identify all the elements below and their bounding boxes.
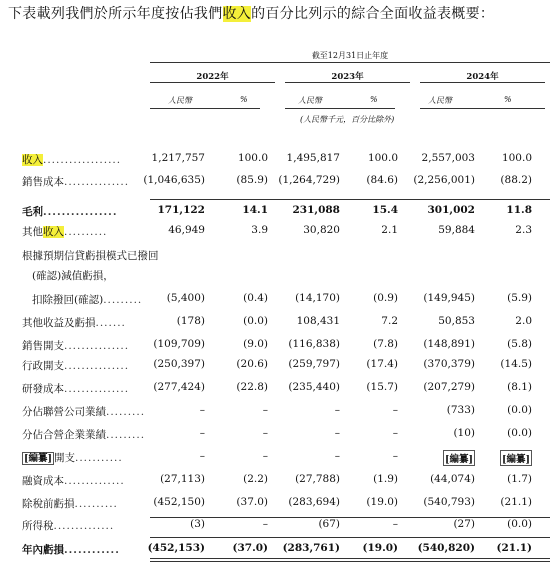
row-value: (19.0) — [362, 542, 398, 554]
row-value: (283,761) — [282, 542, 340, 554]
row-value: (452,153) — [147, 542, 205, 554]
leader-dots: ........... — [75, 452, 123, 464]
unit-rule-2 — [285, 108, 395, 109]
row-value: – — [262, 518, 268, 530]
row-value: (21.1) — [500, 496, 532, 508]
row-value: (5,400) — [166, 292, 205, 304]
row-label — [22, 358, 129, 373]
leader-dots: .................. — [43, 154, 122, 166]
row-value: 231,088 — [292, 204, 340, 216]
row-value: (15.7) — [366, 381, 398, 393]
leader-dots: ............... — [64, 383, 130, 395]
table-row — [0, 402, 550, 422]
leader-dots: .......... — [64, 226, 108, 238]
row-value: (283,694) — [288, 496, 340, 508]
table-row — [0, 356, 550, 376]
row-label-text: 收入 — [22, 154, 43, 166]
row-label — [22, 174, 129, 189]
row-value: (37.0) — [232, 542, 268, 554]
row-value: – — [199, 427, 205, 439]
row-value: – — [262, 404, 268, 416]
row-label — [22, 542, 120, 557]
total-double-rule-2 — [150, 561, 550, 562]
row-value: 59,884 — [438, 224, 475, 236]
row-value: 46,949 — [168, 224, 205, 236]
period-rule — [150, 62, 550, 63]
row-label — [22, 404, 145, 419]
row-value: – — [392, 518, 398, 530]
row-value: 2.3 — [515, 224, 532, 236]
row-label-text: 銷售開支 — [22, 340, 64, 352]
row-value: 100.0 — [501, 152, 532, 164]
table-row — [0, 222, 550, 242]
row-label-prefix: 其他 — [22, 226, 43, 238]
row-value: – — [262, 450, 268, 462]
row-value: (14,170) — [295, 292, 340, 304]
row-label-text: 融資成本 — [22, 475, 64, 487]
row-value: 2,557,003 — [421, 152, 475, 164]
row-value: (8.1) — [507, 381, 532, 393]
row-value: 171,122 — [157, 204, 205, 216]
table-row — [0, 202, 550, 222]
table-row — [0, 471, 550, 491]
intro-highlight-revenue: 收入 — [222, 6, 252, 22]
row-label — [22, 315, 126, 330]
row-label — [32, 268, 114, 283]
row-label-text: 除稅前虧損 — [22, 498, 75, 510]
leader-dots: ............... — [64, 360, 130, 372]
row-label-text: 分佔合營企業業績 — [22, 429, 106, 441]
leader-dots: ......... — [106, 429, 146, 441]
intro-text-after: 的百分比列示的綜合全面收益表概要： — [251, 6, 495, 22]
row-value: 2.1 — [381, 224, 398, 236]
row-value: 3.9 — [251, 224, 268, 236]
row-value: (1,264,729) — [278, 174, 340, 186]
row-value: 301,002 — [427, 204, 475, 216]
row-value: (540,793) — [423, 496, 475, 508]
row-value: (84.6) — [366, 174, 398, 186]
year-rule-2023 — [285, 82, 410, 83]
row-value: [編纂] — [500, 450, 532, 466]
row-value: (0.0) — [243, 315, 268, 327]
leader-dots: ............... — [64, 340, 130, 352]
year-2024: 2024年 — [466, 72, 499, 82]
row-value: (5.9) — [507, 292, 532, 304]
row-value: 7.2 — [381, 315, 398, 327]
period-header: 截至12月31日止年度 — [311, 51, 389, 60]
row-value: – — [334, 450, 340, 462]
unit-rule-1 — [150, 108, 260, 109]
row-value: [編纂] — [443, 450, 475, 466]
year-2022: 2022年 — [196, 72, 229, 82]
row-value: (7.8) — [373, 338, 398, 350]
row-label — [22, 381, 129, 396]
row-label — [22, 496, 118, 511]
row-value: 15.4 — [372, 204, 398, 216]
row-label — [22, 427, 145, 442]
row-label-text: 毛利 — [22, 206, 43, 218]
row-value: 50,853 — [438, 315, 475, 327]
table-row — [0, 494, 550, 514]
row-value: (109,709) — [153, 338, 205, 350]
leader-dots: .............. — [53, 520, 115, 532]
row-value: (1.7) — [507, 473, 532, 485]
row-value: (20.6) — [236, 358, 268, 370]
row-value: (370,379) — [423, 358, 475, 370]
row-value: – — [334, 427, 340, 439]
total-double-rule-1 — [150, 558, 550, 559]
table-row — [0, 266, 550, 286]
row-value: (235,440) — [288, 381, 340, 393]
row-label-text: (確認)減值虧損， — [32, 270, 114, 282]
row-value: (37.0) — [236, 496, 268, 508]
row-value: (2,256,001) — [413, 174, 475, 186]
row-label-text: 銷售成本 — [22, 176, 64, 188]
row-value: (149,945) — [423, 292, 475, 304]
year-rule-2024 — [420, 82, 545, 83]
row-value: (207,279) — [423, 381, 475, 393]
row-value: – — [334, 404, 340, 416]
row-label-text: 扣除撥回(確認) — [32, 294, 104, 306]
gross-profit-top-rule — [150, 199, 550, 200]
leader-dots: .......... — [74, 498, 118, 510]
row-value: (5.8) — [507, 338, 532, 350]
row-value: (733) — [446, 404, 475, 416]
row-value: (88.2) — [500, 174, 532, 186]
row-label — [22, 152, 121, 167]
row-value: 30,820 — [303, 224, 340, 236]
row-value: (85.9) — [236, 174, 268, 186]
table-row — [0, 448, 550, 468]
row-value: (9.0) — [243, 338, 268, 350]
row-label — [32, 292, 142, 307]
row-value: (14.5) — [500, 358, 532, 370]
row-label — [22, 204, 118, 219]
leader-dots: ......... — [103, 294, 143, 306]
row-value: (178) — [176, 315, 205, 327]
row-value: (250,397) — [153, 358, 205, 370]
row-value: 108,431 — [296, 315, 340, 327]
row-value: 100.0 — [237, 152, 268, 164]
row-value: 1,217,757 — [151, 152, 205, 164]
row-label-text: 年內虧損 — [22, 544, 64, 556]
row-value: 2.0 — [515, 315, 532, 327]
row-label-text: 其他收益及虧損 — [22, 317, 96, 329]
row-value: 100.0 — [367, 152, 398, 164]
loss-before-tax-rule — [150, 517, 550, 518]
leader-dots: ....... — [95, 317, 126, 329]
row-value: (10) — [453, 427, 475, 439]
leader-dots: ................ — [43, 206, 118, 218]
table-row — [0, 425, 550, 445]
table-row — [0, 540, 550, 560]
unit-percent-2022: % — [240, 95, 248, 104]
row-label-text: 根據預期信貸虧損模式已撥回 — [22, 250, 159, 262]
row-label-redacted-tag: [編纂] — [24, 453, 52, 464]
leader-dots: ............... — [64, 176, 130, 188]
row-label — [22, 450, 123, 465]
intro-sentence — [8, 4, 494, 24]
row-value: (540,820) — [417, 542, 475, 554]
row-value: (0.0) — [507, 518, 532, 530]
unit-percent-2023: % — [370, 95, 378, 104]
leader-dots: ............ — [64, 544, 120, 556]
row-value: – — [392, 427, 398, 439]
row-label-text: 分佔聯營公司業績 — [22, 406, 106, 418]
row-value: – — [199, 404, 205, 416]
row-value: (259,797) — [288, 358, 340, 370]
row-value: (277,424) — [153, 381, 205, 393]
row-value: – — [392, 450, 398, 462]
table-row — [0, 150, 550, 170]
row-value: – — [199, 450, 205, 462]
row-value: (0.0) — [507, 427, 532, 439]
row-value: (0.9) — [373, 292, 398, 304]
row-value: (3) — [190, 518, 205, 530]
table-row — [0, 290, 550, 310]
row-label — [22, 248, 159, 263]
row-value: (0.0) — [507, 404, 532, 416]
row-value: (27,788) — [295, 473, 340, 485]
row-value: – — [262, 427, 268, 439]
unit-note: (人民幣千元，百分比除外) — [300, 115, 395, 124]
unit-rule-3 — [420, 108, 545, 109]
row-value: (27) — [453, 518, 475, 530]
row-value: (22.8) — [236, 381, 268, 393]
year-2023: 2023年 — [331, 72, 364, 82]
row-label-text: 研發成本 — [22, 383, 64, 395]
row-value: (2.2) — [243, 473, 268, 485]
row-value: 1,495,817 — [286, 152, 340, 164]
table-row — [0, 379, 550, 399]
table-row — [0, 336, 550, 356]
unit-currency-2024: 人民幣 — [428, 96, 452, 105]
row-value: (1,046,635) — [143, 174, 205, 186]
row-value: (21.1) — [496, 542, 532, 554]
row-value: (148,891) — [423, 338, 475, 350]
leader-dots: ......... — [106, 406, 146, 418]
income-tax-rule — [150, 537, 550, 538]
row-value: (19.0) — [366, 496, 398, 508]
row-label-suffix: 開支 — [54, 452, 75, 464]
row-value: (44,074) — [430, 473, 475, 485]
table-row — [0, 172, 550, 192]
row-value: (67) — [318, 518, 340, 530]
table-row — [0, 246, 550, 266]
row-label — [22, 473, 125, 488]
row-label-highlight: 收入 — [43, 226, 64, 238]
unit-percent-2024: % — [504, 95, 512, 104]
row-label-text: 所得稅 — [22, 520, 54, 532]
row-value: (17.4) — [366, 358, 398, 370]
leader-dots: .............. — [64, 475, 125, 487]
row-label — [22, 338, 129, 353]
row-label — [22, 518, 114, 533]
row-value: (1.9) — [373, 473, 398, 485]
row-label-text: 行政開支 — [22, 360, 64, 372]
row-value: (116,838) — [288, 338, 340, 350]
year-rule-2022 — [150, 82, 275, 83]
table-row — [0, 516, 550, 536]
unit-currency-2022: 人民幣 — [168, 96, 192, 105]
row-value: 14.1 — [242, 204, 268, 216]
row-value: (0.4) — [243, 292, 268, 304]
unit-currency-2023: 人民幣 — [298, 96, 322, 105]
row-value: – — [392, 404, 398, 416]
row-value: (452,150) — [153, 496, 205, 508]
row-value: (27,113) — [160, 473, 205, 485]
table-row — [0, 313, 550, 333]
intro-text-before: 下表載列我們於所示年度按佔我們 — [8, 6, 223, 22]
row-label — [22, 224, 107, 239]
row-value: 11.8 — [506, 204, 532, 216]
